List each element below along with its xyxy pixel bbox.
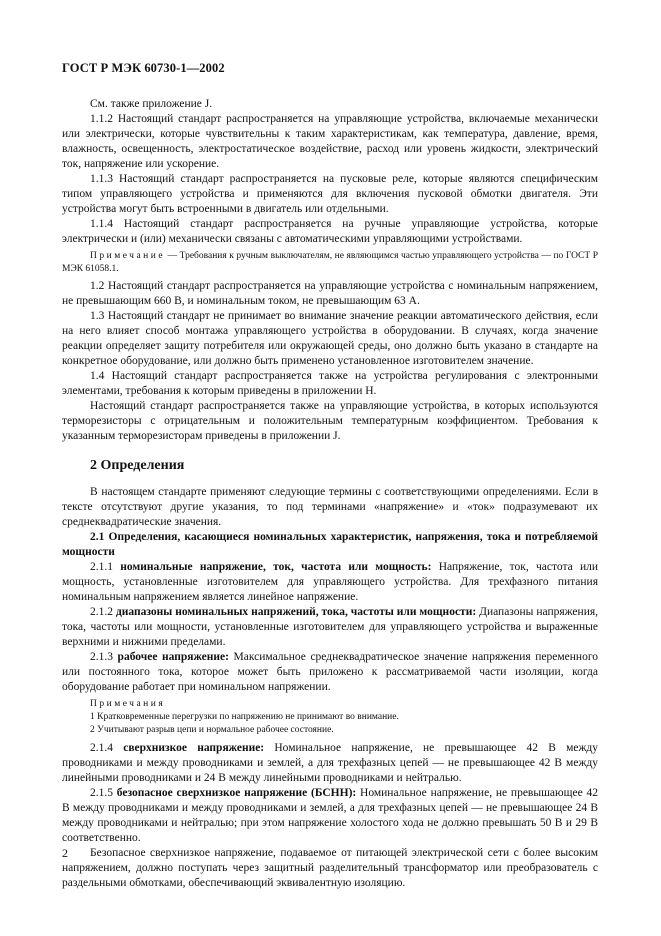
definition <box>62 741 598 786</box>
note-label: Примечание <box>90 251 166 261</box>
paragraph: 1.3 Настоящий стандарт не принимает во внимание значение реакции автоматического действия, если на него влияет способ монтажа управляющего устройства в оборудовании. В случаях, когда значение реакции определяет защиту потребителя или окружающей среды, оно должно быть указано в стандарте на конкретное оборудование, или должно быть применено установленное изготовителем значение. <box>62 310 598 367</box>
note <box>62 250 598 276</box>
definition-number: 2.1.4 <box>90 742 113 754</box>
paragraph: 1.1.4 Настоящий стандарт распространяется на ручные управляющие устройства, которые электрически и (или) механически связаны с автоматическими управляющими устройствами. <box>62 218 598 245</box>
paragraph: Безопасное сверхнизкое напряжение, подаваемое от питающей электрической сети с более высоким напряжением, должно поступать через защитный разделительный трансформатор или преобразователь с раздельными обмотками, обеспечивающий эквивалентную изоляцию. <box>62 847 598 889</box>
paragraph: В настоящем стандарте применяют следующие термины с соответствующими определениями. Если в тексте отсутствуют другие указания, то под терминами «напряжение» и «ток» подразумевают их среднеквадратические значения. <box>62 486 598 528</box>
definition-text: Номинальное напряжение, не превышающее 42 В между проводниками и между проводниками и землей, а для трехфазных цепей — не превышающее 24 В между проводниками и нейтралью; при этом напряжение холостого хода не должно превышать 50 В и 29 В соответственно. <box>62 787 598 844</box>
note-text: — Требования к ручным выключателям, не являющимся частью управляющего устройства — по ГОСТ Р МЭК 61058.1. <box>62 251 599 274</box>
note-item: 2 Учитывают разрыв цепи и нормальное рабочее состояние. <box>90 725 334 735</box>
definition <box>62 650 598 695</box>
definition <box>62 560 598 605</box>
definition-text: Диапазоны напряжения, тока, частоты или мощности, установленные изготовителем для управляющего устройства и выраженные верхними и нижними пределами. <box>62 606 599 648</box>
note-item: 1 Кратковременные перегрузки по напряжению не принимают во внимание. <box>90 712 399 722</box>
definition-number: 2.1.3 <box>90 651 113 663</box>
paragraph: 1.2 Настоящий стандарт распространяется на управляющие устройства с номинальным напряжением, не превышающим 660 В, и номинальным током, не превышающим 63 А. <box>62 280 598 307</box>
definition-text: Номинальное напряжение, не превышающее 42 В между проводниками и между проводниками и землей, а для трехфазных цепей — не превышающее 42 В между линейными проводниками и 24 В между линейными проводниками и нейтралью. <box>62 742 599 784</box>
definition-number: 2.1.2 <box>90 606 113 618</box>
definition <box>62 605 598 650</box>
definition-number: 2.1.1 <box>90 561 113 573</box>
definition-term: безопасное сверхнизкое напряжение (БСНН): <box>116 787 357 799</box>
document-body <box>62 97 598 891</box>
page-number: 2 <box>62 846 68 860</box>
definition-text: Максимальное среднеквадратическое значение напряжения переменного или постоянного тока, которое может быть приложено к рассматриваемой части изоляции, когда оборудование работает при номинальном напряжении. <box>62 651 599 693</box>
paragraph: 1.1.3 Настоящий стандарт распространяется на пусковые реле, которые являются специфическим типом управляющего устройства и применяются для включения пусковой обмотки двигателя. Эти устройства могут быть встроенными в двигатель или отдельными. <box>62 173 598 215</box>
definition-term: диапазоны номинальных напряжений, тока, частоты или мощности: <box>115 606 477 618</box>
paragraph: Настоящий стандарт распространяется также на управляющие устройства, в которых используются терморезисторы с отрицательным и положительным температурным коэффициентом. Требования к указанным терморезисторам приведены в приложении J. <box>62 400 598 442</box>
definition-term: рабочее напряжение: <box>117 651 229 663</box>
definition-term: сверхнизкое напряжение: <box>123 742 265 754</box>
document-header: ГОСТ Р МЭК 60730-1—2002 <box>62 61 225 75</box>
definition <box>62 786 598 846</box>
subsection-heading: 2.1 Определения, касающиеся номинальных характеристик, напряжения, тока и потребляемой мощности <box>62 531 598 558</box>
notes-label: Примечания <box>90 699 166 709</box>
section-heading: 2 Определения <box>90 458 185 473</box>
paragraph: 1.1.2 Настоящий стандарт распространяется на управляющие устройства, включаемые механически или электрически, которые чувствительны к таким характеристикам, как температура, давление, время, влажность, освещенность, электростатическое воздействие, расход или уровень жидкости, электрический ток, напряжение или ускорение. <box>62 113 598 170</box>
definition-number: 2.1.5 <box>90 787 113 799</box>
paragraph: См. также приложение J. <box>90 98 213 110</box>
paragraph: 1.4 Настоящий стандарт распространяется также на устройства регулирования с электронными элементами, требования к которым приведены в приложении Н. <box>62 370 598 397</box>
definition-text: Напряжение, ток, частота или мощность, установленные изготовителем для управляющего устройства. Для трехфазного питания номинальным напряжением является линейное напряжение. <box>62 561 599 603</box>
notes-block <box>62 698 598 737</box>
definition-term: номинальные напряжение, ток, частота или мощность: <box>120 561 432 573</box>
